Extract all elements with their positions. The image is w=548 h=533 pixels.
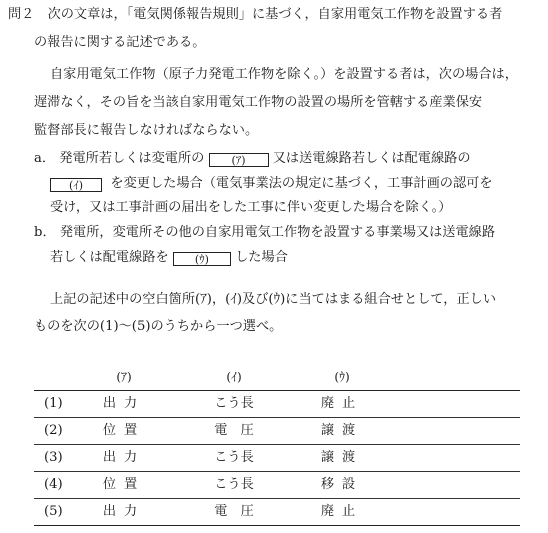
choice-b: こう長	[214, 450, 254, 465]
choice-a: 位置	[102, 477, 146, 492]
choice-a: 出力	[102, 396, 146, 411]
item-b-text-pre: 若しくは配電線路を	[50, 250, 169, 265]
choice-c: 廃止	[320, 504, 364, 519]
header-a: (ｱ)	[116, 370, 132, 384]
choice-number: (2)	[44, 423, 63, 438]
header-c: (ｳ)	[334, 370, 350, 384]
prompt-line-2: ものを次の(1)～(5)のうちから一つ選べ。	[34, 319, 283, 334]
choice-a: 出力	[102, 504, 146, 519]
choice-c: 移設	[320, 477, 364, 492]
item-a-text-2: を変更した場合（電気事業法の規定に基づく，工事計画の認可を	[110, 176, 493, 191]
blank-c-box: (ｳ)	[173, 252, 231, 266]
table-row	[34, 391, 520, 418]
table-row	[34, 499, 520, 526]
answer-choices-table	[34, 364, 520, 526]
item-a-text-pre: 発電所若しくは変電所の	[59, 151, 205, 166]
choice-b: こう長	[214, 396, 254, 411]
item-b-line-2	[50, 249, 288, 267]
body-text-line-2: 遅滞なく，その旨を当該自家用電気工作物の設置の場所を管轄する産業保安	[34, 95, 483, 110]
blank-b-box: (ｲ)	[50, 178, 102, 192]
item-b-line-1	[34, 224, 495, 242]
table-header-row	[34, 364, 520, 391]
choice-b: こう長	[214, 477, 254, 492]
choice-number: (5)	[44, 504, 63, 519]
choice-a: 位置	[102, 423, 146, 438]
choice-number: (1)	[44, 396, 63, 411]
item-a-line-2	[50, 175, 493, 193]
choice-number: (4)	[44, 477, 63, 492]
question-header-line	[8, 6, 502, 24]
question-number: 問２	[8, 7, 35, 22]
table-row	[34, 418, 520, 445]
choice-number: (3)	[44, 450, 63, 465]
item-b-text-post: した場合	[235, 250, 288, 265]
body-text-line-3: 監督部長に報告しなければならない。	[34, 123, 259, 138]
body-text-line-1: 自家用電気工作物（原子力発電工作物を除く。）を設置する者は，次の場合は，	[50, 67, 518, 82]
header-b: (ｲ)	[226, 370, 242, 384]
choice-c: 譲渡	[320, 450, 364, 465]
choice-c: 廃止	[320, 396, 364, 411]
question-intro-continued: の報告に関する記述である。	[34, 35, 206, 50]
prompt-line-1: 上記の記述中の空白箇所(ｱ)，(ｲ)及び(ｳ)に当てはまる組合せとして，正しい	[50, 292, 497, 307]
table-row	[34, 445, 520, 472]
item-a-text-post: 又は送電線路若しくは配電線路の	[272, 151, 471, 166]
choice-b: 電 圧	[214, 423, 254, 438]
choice-b: 電 圧	[214, 504, 254, 519]
choice-c: 譲渡	[320, 423, 364, 438]
item-b-marker: b．	[34, 225, 56, 240]
question-intro: 次の文章は，「電気関係報告規則」に基づく，自家用電気工作物を設置する者	[47, 7, 503, 22]
item-a-line-1	[34, 150, 471, 168]
blank-a-box: (ｱ)	[209, 153, 269, 167]
item-a-marker: a．	[34, 151, 56, 166]
table-row	[34, 472, 520, 499]
item-a-line-3: 受け，又は工事計画の届出をした工事に伴い変更した場合を除く。）	[50, 200, 452, 215]
item-b-text-1: 発電所，変電所その他の自家用電気工作物を設置する事業場又は送電線路	[59, 225, 496, 240]
choice-a: 出力	[102, 450, 146, 465]
